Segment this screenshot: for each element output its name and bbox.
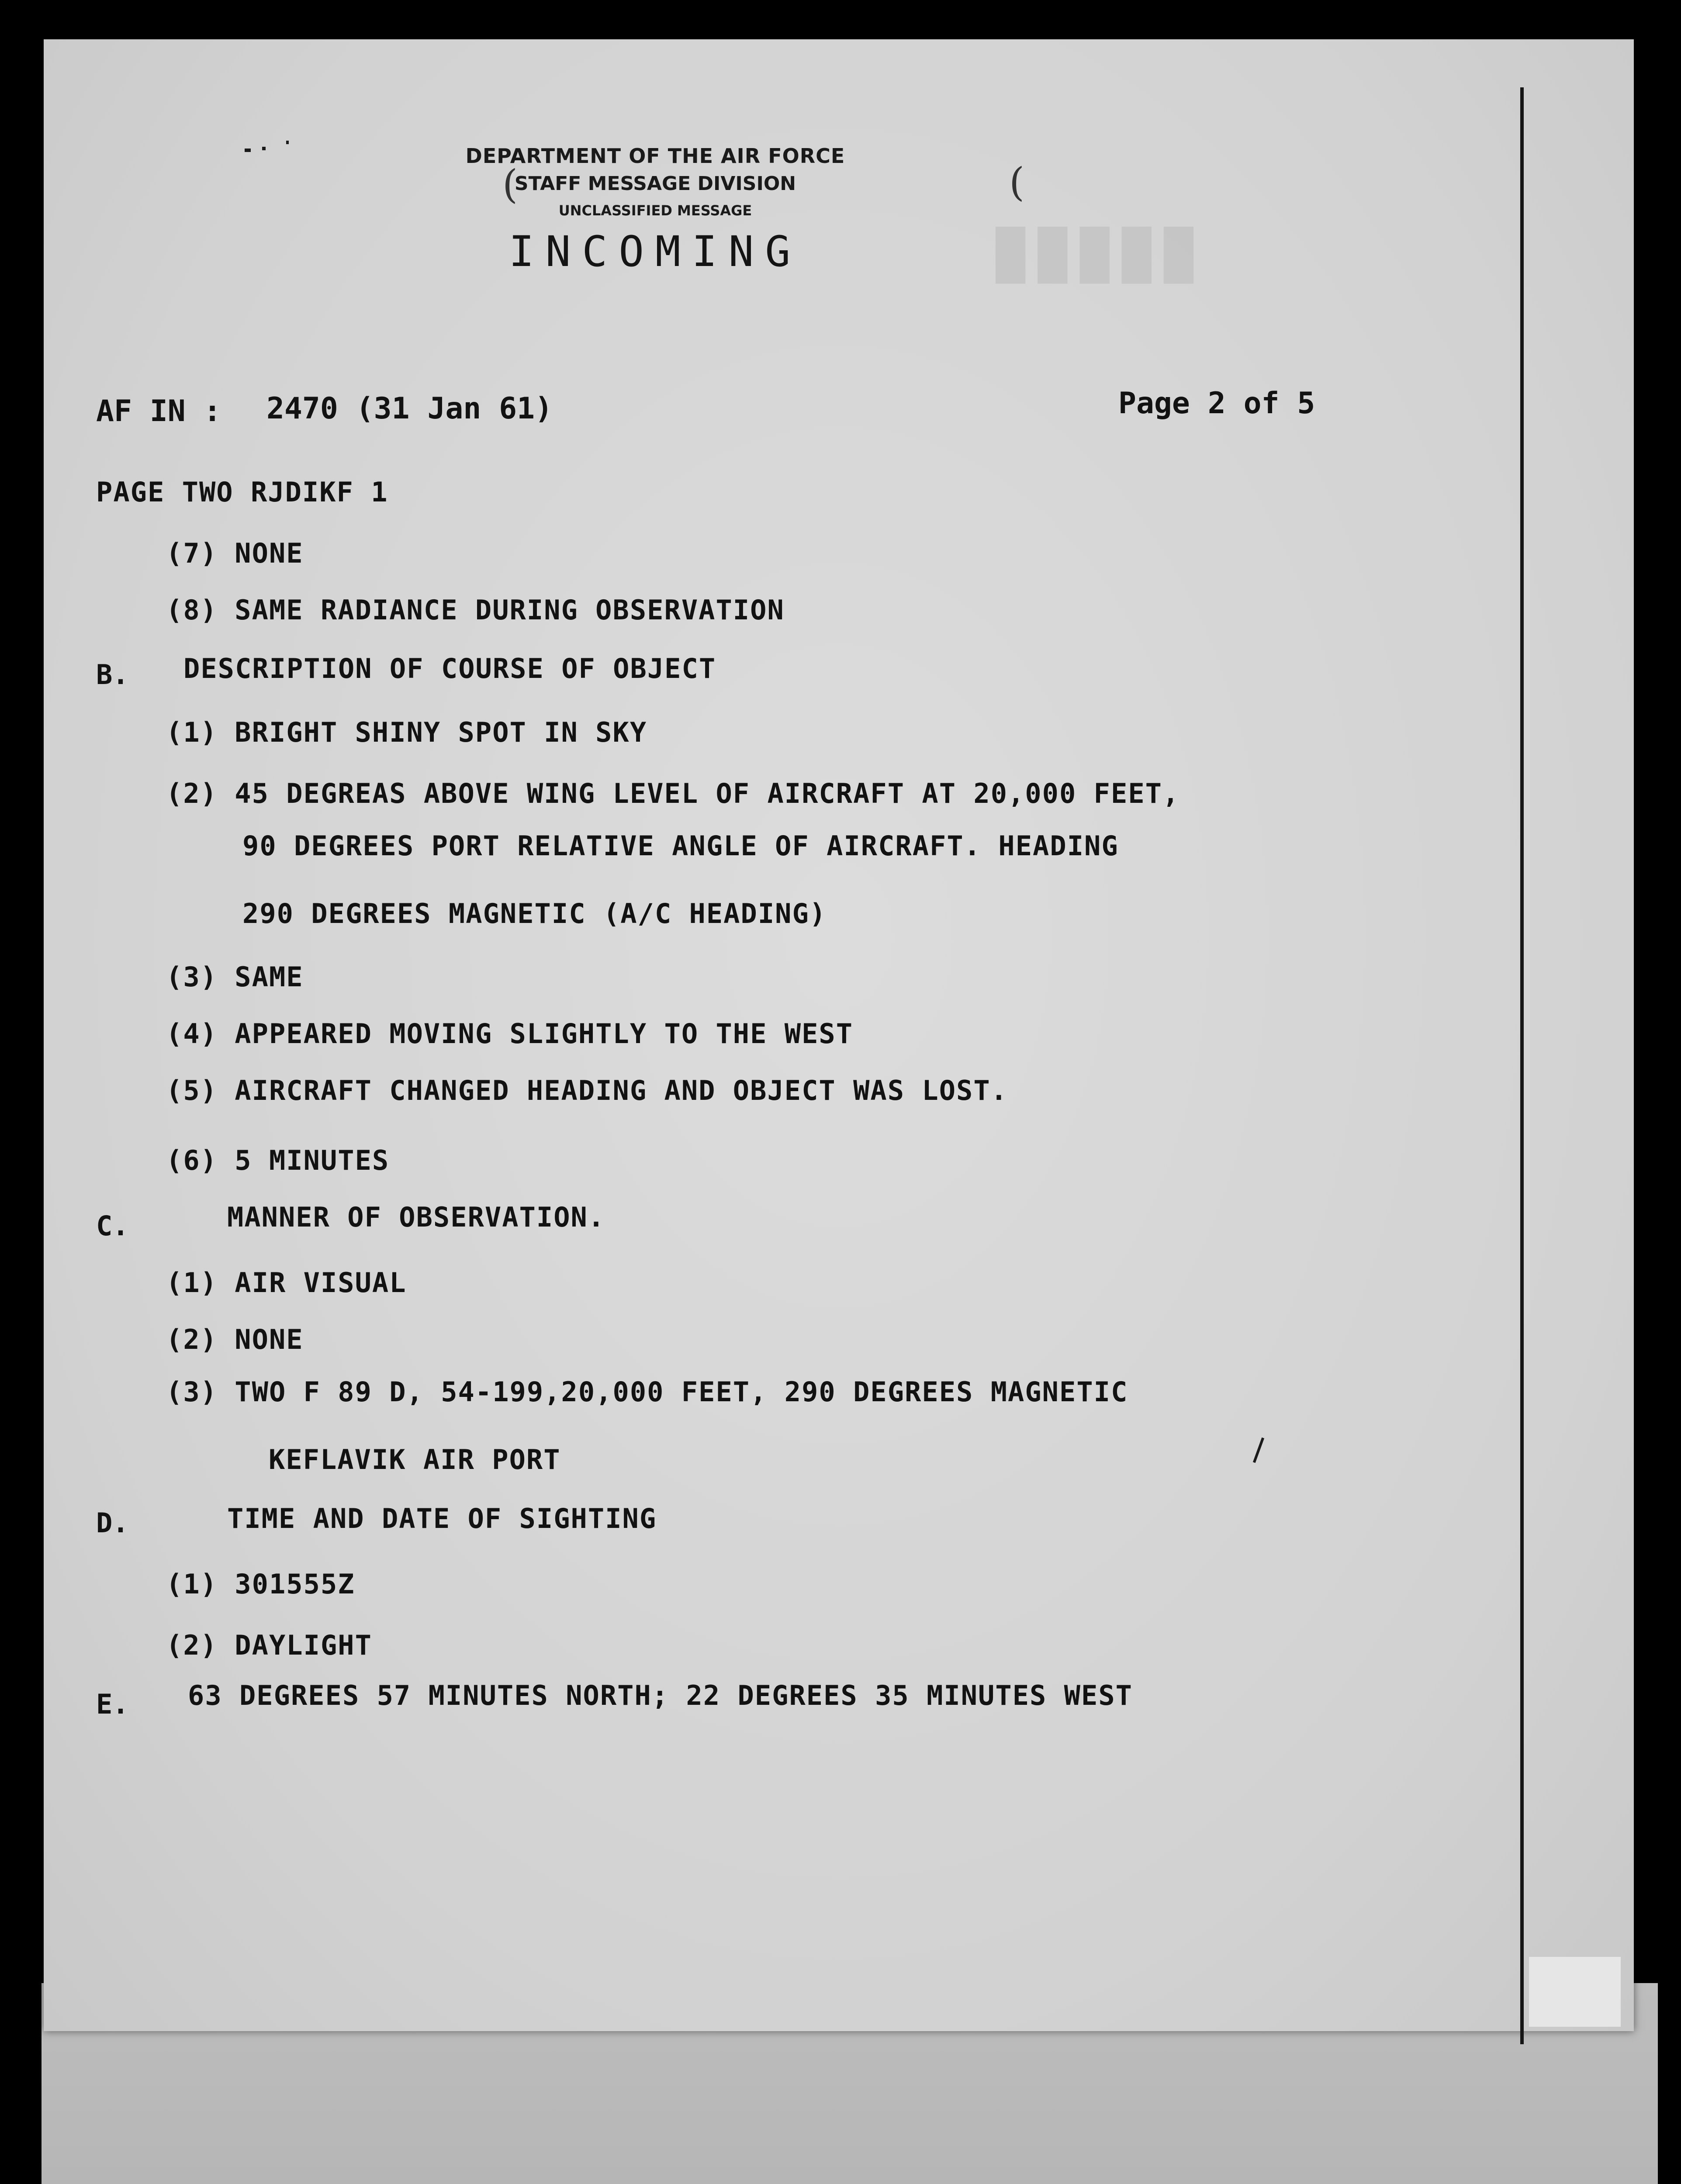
stray-mark <box>245 149 251 152</box>
item-b1: (1) BRIGHT SHINY SPOT IN SKY <box>166 716 647 748</box>
item-c2: (2) NONE <box>166 1324 304 1355</box>
section-d-marker: D. <box>96 1507 129 1539</box>
item-b3: (3) SAME <box>166 961 304 993</box>
section-e-coordinates: 63 DEGREES 57 MINUTES NORTH; 22 DEGREES 35 MINUTES WEST <box>188 1679 1133 1711</box>
incoming-title: INCOMING <box>508 227 802 276</box>
item-b2: (2) 45 DEGREAS ABOVE WING LEVEL OF AIRCRAFT AT 20,000 FEET, <box>166 778 1180 809</box>
section-b-heading: DESCRIPTION OF COURSE OF OBJECT <box>183 653 716 684</box>
bleed-through-texture: █████ <box>983 227 1193 283</box>
page-edge-line <box>1520 87 1524 2044</box>
item-c3: (3) TWO F 89 D, 54-199,20,000 FEET, 290 DEGREES MAGNETIC <box>166 1376 1128 1408</box>
item-c3-cont: KEFLAVIK AIR PORT <box>269 1444 561 1476</box>
section-d-heading: TIME AND DATE OF SIGHTING <box>227 1503 657 1534</box>
page-line: PAGE TWO RJDIKF 1 <box>96 476 388 508</box>
item-b5: (5) AIRCRAFT CHANGED HEADING AND OBJECT WAS LOST. <box>166 1075 1008 1106</box>
item-b6: (6) 5 MINUTES <box>166 1144 390 1176</box>
right-paren-mark: ( <box>1009 159 1025 205</box>
item-a8: (8) SAME RADIANCE DURING OBSERVATION <box>166 594 785 626</box>
stray-mark <box>262 147 266 150</box>
division-heading: STAFF MESSAGE DIVISION <box>514 173 796 195</box>
item-d2: (2) DAYLIGHT <box>166 1629 372 1661</box>
af-in-label: AF IN : <box>96 394 221 429</box>
item-b4: (4) APPEARED MOVING SLIGHTLY TO THE WEST <box>166 1018 854 1050</box>
section-c-heading: MANNER OF OBSERVATION. <box>227 1201 605 1233</box>
item-b2-cont-2: 290 DEGREES MAGNETIC (A/C HEADING) <box>242 898 827 930</box>
item-a7: (7) NONE <box>166 537 304 569</box>
department-heading: DEPARTMENT OF THE AIR FORCE <box>465 144 845 168</box>
page-indicator: Page 2 of 5 <box>1118 386 1315 421</box>
item-d1: (1) 301555Z <box>166 1568 355 1600</box>
page-edge-strip <box>1529 1957 1621 2027</box>
stray-mark <box>286 141 289 144</box>
left-paren-mark: ( <box>502 162 518 207</box>
item-b2-cont-1: 90 DEGREES PORT RELATIVE ANGLE OF AIRCRAFT. HEADING <box>242 830 1119 862</box>
section-e-marker: E. <box>96 1688 129 1720</box>
section-b-marker: B. <box>96 659 129 691</box>
item-c1: (1) AIR VISUAL <box>166 1267 407 1299</box>
section-c-marker: C. <box>96 1210 129 1242</box>
af-in-value: 2470 (31 Jan 61) <box>266 391 553 426</box>
classification-label: UNCLASSIFIED MESSAGE <box>558 202 752 219</box>
